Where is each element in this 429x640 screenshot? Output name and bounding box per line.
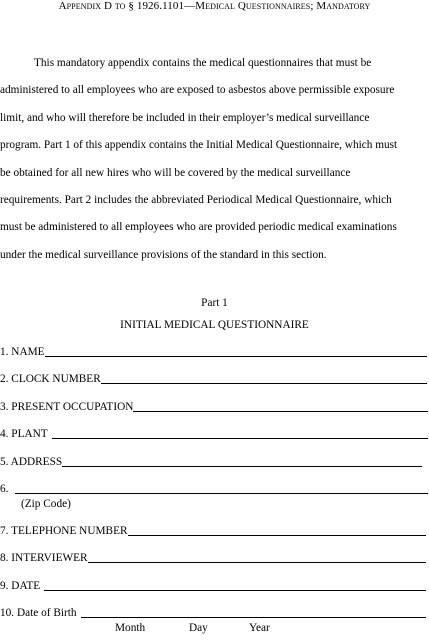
interviewer-label: 8. INTERVIEWER	[0, 552, 88, 564]
plant-label: 4. PLANT	[0, 428, 48, 440]
address-field[interactable]	[0, 455, 422, 469]
clock-number-line[interactable]	[101, 372, 427, 384]
part-label: Part 1	[201, 297, 228, 309]
intro-line: program. Part 1 of this appendix contains the Initial Medical Questionnaire, which must	[0, 139, 398, 152]
date-of-birth-field[interactable]	[0, 606, 426, 620]
questionnaire-heading: INITIAL MEDICAL QUESTIONNAIRE	[120, 319, 309, 331]
date-of-birth-label: 10. Date of Birth	[0, 607, 77, 619]
plant-line[interactable]	[52, 427, 428, 439]
intro-line: must be administered to all employees who are provided periodic medical examinations	[0, 221, 397, 234]
name-line[interactable]	[45, 345, 427, 357]
address-line[interactable]	[62, 455, 422, 467]
name-label: 1. NAME	[0, 346, 45, 358]
telephone-number-field[interactable]	[0, 524, 426, 538]
address-line-2-label: 6.	[0, 483, 9, 495]
date-line[interactable]	[44, 579, 426, 591]
interviewer-line[interactable]	[88, 551, 426, 563]
interviewer-field[interactable]	[0, 551, 426, 565]
intro-line: administered to all employees who are exposed to asbestos above permissible exposure	[0, 84, 395, 97]
zip-code-label: (Zip Code)	[21, 498, 71, 510]
intro-line: This mandatory appendix contains the medical questionnaires that must be	[34, 57, 372, 69]
intro-line: be obtained for all new hires who will be covered by the medical surveillance	[0, 166, 351, 179]
date-of-birth-line[interactable]	[81, 606, 426, 618]
date-field[interactable]	[0, 579, 426, 593]
clock-number-label: 2. CLOCK NUMBER	[0, 373, 101, 385]
present-occupation-field[interactable]	[0, 400, 428, 414]
dob-day-label: Day	[189, 622, 208, 634]
present-occupation-line[interactable]	[133, 400, 428, 412]
telephone-number-label: 7. TELEPHONE NUMBER	[0, 525, 128, 537]
name-field[interactable]	[0, 345, 427, 359]
intro-line: requirements. Part 2 includes the abbreviated Periodical Medical Questionnaire, which	[0, 193, 392, 206]
present-occupation-label: 3. PRESENT OCCUPATION	[0, 401, 134, 413]
address-line-2-line[interactable]	[15, 482, 428, 494]
address-line-2-field[interactable]	[0, 482, 428, 496]
intro-line: under the medical surveillance provisions of the standard in this section.	[0, 248, 327, 261]
clock-number-field[interactable]	[0, 372, 427, 386]
intro-line: limit, and who will therefore be included in their employer’s medical surveillance	[0, 111, 370, 124]
telephone-number-line[interactable]	[128, 524, 426, 536]
intro-paragraph	[0, 50, 429, 269]
address-label: 5. ADDRESS	[0, 456, 63, 468]
appendix-title: Appendix D to § 1926.1101—Medical Questionnaires; Mandatory	[58, 0, 371, 12]
plant-field[interactable]	[0, 427, 428, 441]
date-label: 9. DATE	[0, 580, 41, 592]
dob-year-label: Year	[249, 622, 270, 634]
dob-month-label: Month	[115, 622, 146, 634]
